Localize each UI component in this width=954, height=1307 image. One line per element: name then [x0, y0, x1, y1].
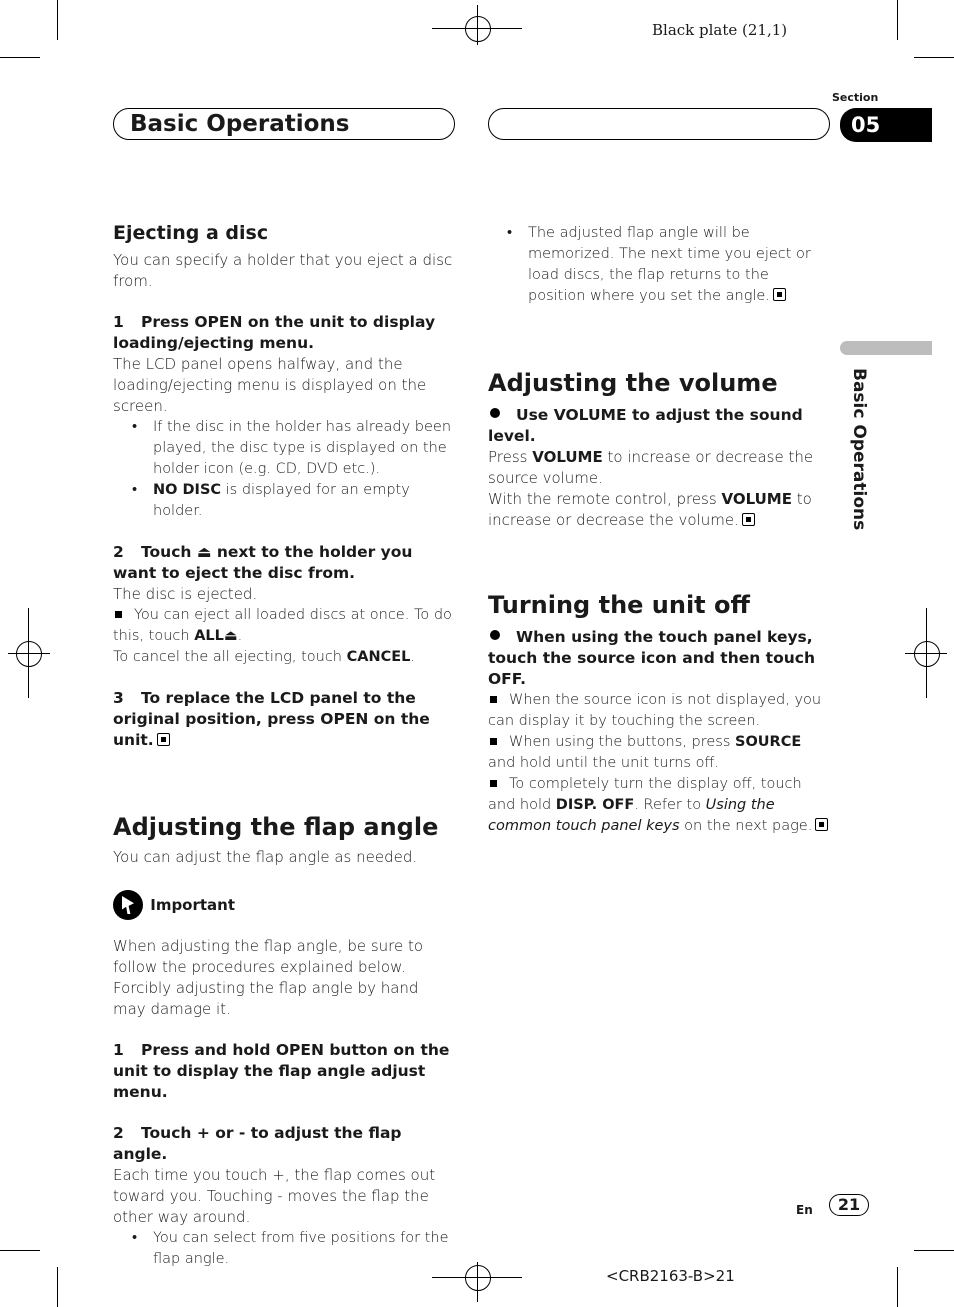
off-note-1: When the source icon is not displayed, you can display it by touching the screen.	[488, 692, 822, 729]
square-bullet-icon	[490, 696, 497, 703]
important-icon	[113, 890, 143, 920]
crop-mark	[57, 0, 58, 40]
page-title: Basic Operations	[130, 111, 350, 137]
crop-mark	[57, 1267, 58, 1307]
off-step: When using the touch panel keys, touch the source icon and then touch OFF.	[488, 628, 815, 688]
side-tab-bar	[840, 341, 932, 355]
eject-step-1-body: The LCD panel opens halfway, and the loading/ejecting menu is displayed on the screen.	[113, 355, 427, 415]
eject-intro: You can specify a holder that you eject a disc from.	[113, 251, 453, 290]
eject-note-1: You can eject all loaded discs at once. To do this, touch ALL⏏.	[113, 607, 452, 644]
crop-mark	[0, 57, 40, 58]
registration-circle	[465, 1265, 491, 1291]
crop-mark	[914, 57, 954, 58]
flap-step-2: 2 Touch + or - to adjust the flap angle.	[113, 1124, 402, 1163]
right-column	[488, 223, 830, 837]
section-heading-flap: Adjusting the flap angle	[113, 813, 439, 841]
end-mark-icon	[815, 818, 828, 831]
header-title-pill	[113, 108, 455, 140]
registration-circle	[465, 16, 491, 42]
volume-body-2: With the remote control, press VOLUME to increase or decrease the volume.	[488, 490, 812, 529]
end-mark-icon	[742, 513, 755, 526]
registration-circle	[16, 641, 42, 667]
footer-language: En	[796, 1203, 813, 1217]
section-heading-eject: Ejecting a disc	[113, 222, 269, 244]
bullet-dot-icon	[490, 630, 500, 640]
memo-bullet: • The adjusted flap angle will be memorized. The next time you eject or load discs, the flap returns to the position where you set the angle.	[488, 223, 830, 307]
crop-mark	[897, 1267, 898, 1307]
eject-icon: ⏏	[196, 543, 212, 561]
eject-step-3: 3 To replace the LCD panel to the original position, press OPEN on the unit.	[113, 689, 430, 749]
end-mark-icon	[773, 288, 786, 301]
eject-bullet-1: • If the disc in the holder has already been played, the disc type is displayed on the holder icon (e.g. CD, DVD etc.).	[113, 417, 455, 480]
page-number: 21	[829, 1194, 869, 1216]
section-heading-volume: Adjusting the volume	[488, 369, 778, 397]
header-blank-pill	[488, 108, 830, 140]
flap-step-2-body: Each time you touch +, the flap comes out toward you. Touching - moves the flap the other way around.	[113, 1166, 436, 1226]
eject-note-2: To cancel the all ejecting, touch CANCEL.	[113, 649, 415, 665]
square-bullet-icon	[115, 611, 122, 618]
eject-step-2-body: The disc is ejected.	[113, 585, 258, 603]
flap-step-1: 1 Press and hold OPEN button on the unit to display the flap angle adjust menu.	[113, 1041, 450, 1101]
off-note-2: When using the buttons, press SOURCE and hold until the unit turns off.	[488, 734, 802, 771]
section-label: Section	[832, 91, 879, 104]
square-bullet-icon	[490, 780, 497, 787]
important-text: When adjusting the flap angle, be sure to follow the procedures explained below. Forcibly adjusting the flap angle by hand may damage it.	[113, 937, 424, 1018]
footer-code: <CRB2163-B>21	[606, 1267, 735, 1285]
important-label: Important	[113, 890, 455, 920]
end-mark-icon	[157, 733, 170, 746]
volume-step: Use VOLUME to adjust the sound level.	[488, 406, 803, 445]
off-note-3: To completely turn the display off, touch and hold DISP. OFF. Refer to Using the common touch panel keys on the next page.	[488, 774, 830, 837]
flap-bullet-1: • You can select from five positions for the flap angle.	[113, 1228, 455, 1270]
volume-body-1: Press VOLUME to increase or decrease the source volume.	[488, 448, 814, 487]
registration-circle	[914, 641, 940, 667]
crop-mark	[897, 0, 898, 40]
bullet-dot-icon	[490, 408, 500, 418]
crop-mark	[0, 1250, 40, 1251]
section-heading-off: Turning the unit off	[488, 591, 750, 619]
square-bullet-icon	[490, 738, 497, 745]
side-tab-label: Basic Operations	[849, 368, 869, 531]
plate-label: Black plate (21,1)	[652, 21, 788, 39]
eject-step-1: 1 Press OPEN on the unit to display loading/ejecting menu.	[113, 313, 436, 352]
section-number: 05	[840, 108, 932, 142]
eject-bullet-2: • NO DISC is displayed for an empty holder.	[113, 480, 455, 522]
flap-intro: You can adjust the flap angle as needed.	[113, 848, 418, 866]
crop-mark	[914, 1250, 954, 1251]
left-column	[113, 222, 455, 1270]
eject-step-2: 2 Touch ⏏ next to the holder you want to eject the disc from.	[113, 543, 413, 582]
